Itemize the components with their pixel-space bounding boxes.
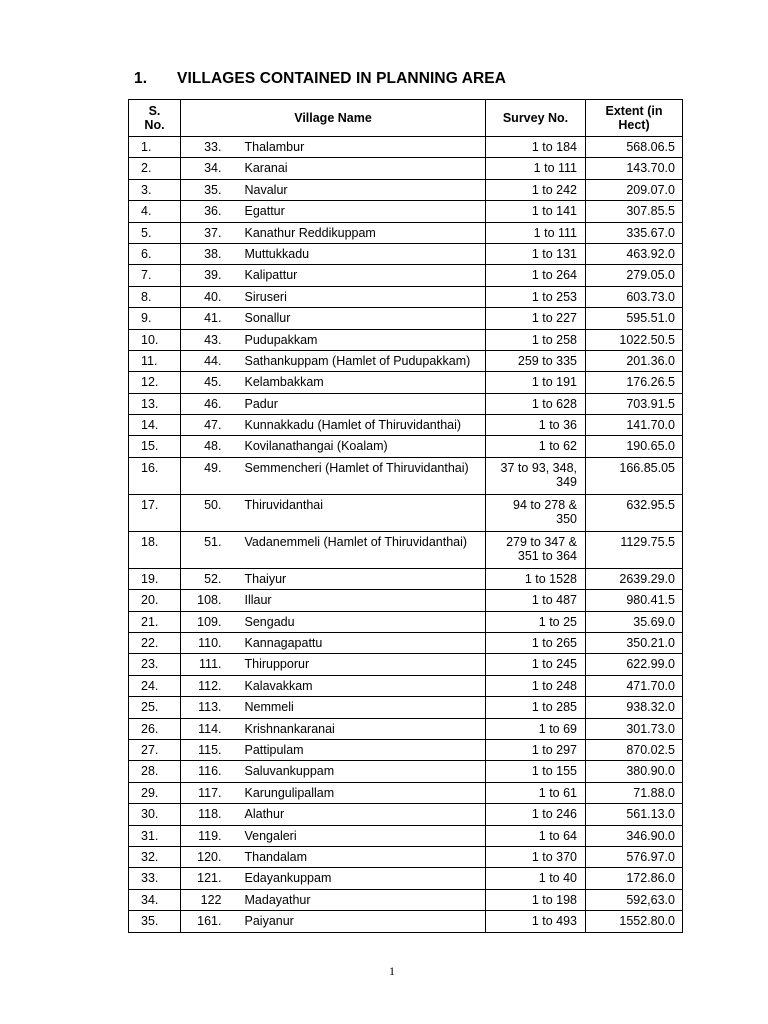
sno-cell: 27. [129, 739, 181, 760]
sno-cell: 10. [129, 329, 181, 350]
table-row [129, 457, 683, 494]
extent-cell: 190.65.0 [586, 436, 683, 457]
survey-no-cell: 1 to 628 [486, 393, 586, 414]
village-number-cell: 52. [181, 568, 236, 589]
village-name-cell: Illaur [236, 590, 486, 611]
extent-cell: 35.69.0 [586, 611, 683, 632]
village-name-cell: Kannagapattu [236, 633, 486, 654]
villages-table [128, 99, 683, 933]
extent-cell: 380.90.0 [586, 761, 683, 782]
village-name-cell: Muttukkadu [236, 243, 486, 264]
extent-cell: 870.02.5 [586, 739, 683, 760]
village-name-cell: Saluvankuppam [236, 761, 486, 782]
section-number: 1. [134, 70, 148, 87]
table-row [129, 846, 683, 867]
village-number-cell: 112. [181, 675, 236, 696]
survey-no-cell: 259 to 335 [486, 350, 586, 371]
village-number-cell: 37. [181, 222, 236, 243]
survey-no-cell: 279 to 347 & 351 to 364 [486, 531, 586, 568]
village-name-cell: Karungulipallam [236, 782, 486, 803]
village-name-cell: Sathankuppam (Hamlet of Pudupakkam) [236, 350, 486, 371]
extent-cell: 561.13.0 [586, 804, 683, 825]
sno-cell: 8. [129, 286, 181, 307]
village-number-cell: 47. [181, 415, 236, 436]
sno-cell: 3. [129, 179, 181, 200]
village-name-cell: Navalur [236, 179, 486, 200]
survey-no-cell: 1 to 141 [486, 201, 586, 222]
sno-cell: 28. [129, 761, 181, 782]
village-name-cell: Thalambur [236, 137, 486, 158]
table-row [129, 761, 683, 782]
table-row [129, 372, 683, 393]
extent-cell: 201.36.0 [586, 350, 683, 371]
header-sno: S. No. [129, 100, 181, 137]
village-name-cell: Thirupporur [236, 654, 486, 675]
table-row [129, 350, 683, 371]
table-row [129, 911, 683, 932]
table-row [129, 568, 683, 589]
extent-cell: 980.41.5 [586, 590, 683, 611]
survey-no-cell: 1 to 198 [486, 889, 586, 910]
village-name-cell: Egattur [236, 201, 486, 222]
sno-cell: 33. [129, 868, 181, 889]
table-row [129, 611, 683, 632]
village-name-cell: Padur [236, 393, 486, 414]
survey-no-cell: 1 to 69 [486, 718, 586, 739]
sno-cell: 30. [129, 804, 181, 825]
survey-no-cell: 1 to 184 [486, 137, 586, 158]
table-row [129, 436, 683, 457]
village-number-cell: 117. [181, 782, 236, 803]
village-number-cell: 33. [181, 137, 236, 158]
section-title: VILLAGES CONTAINED IN PLANNING AREA [177, 70, 507, 87]
village-name-cell: Kovilanathangai (Koalam) [236, 436, 486, 457]
village-number-cell: 38. [181, 243, 236, 264]
village-number-cell: 49. [181, 457, 236, 494]
table-row [129, 494, 683, 531]
village-name-cell: Nemmeli [236, 697, 486, 718]
page-number: 1 [389, 964, 395, 978]
village-name-cell: Paiyanur [236, 911, 486, 932]
table-row [129, 179, 683, 200]
survey-no-cell: 1 to 111 [486, 222, 586, 243]
sno-cell: 22. [129, 633, 181, 654]
survey-no-cell: 1 to 248 [486, 675, 586, 696]
sno-cell: 23. [129, 654, 181, 675]
village-number-cell: 161. [181, 911, 236, 932]
sno-cell: 31. [129, 825, 181, 846]
sno-cell: 21. [129, 611, 181, 632]
table-row [129, 265, 683, 286]
table-row [129, 675, 683, 696]
sno-cell: 26. [129, 718, 181, 739]
extent-cell: 166.85.05 [586, 457, 683, 494]
sno-cell: 16. [129, 457, 181, 494]
sno-cell: 5. [129, 222, 181, 243]
table-row [129, 739, 683, 760]
village-number-cell: 109. [181, 611, 236, 632]
survey-no-cell: 1 to 253 [486, 286, 586, 307]
extent-cell: 592,63.0 [586, 889, 683, 910]
village-name-cell: Thandalam [236, 846, 486, 867]
sno-cell: 14. [129, 415, 181, 436]
extent-cell: 632.95.5 [586, 494, 683, 531]
sno-cell: 18. [129, 531, 181, 568]
table-body [129, 137, 683, 933]
table-row [129, 782, 683, 803]
section-heading [134, 70, 506, 88]
extent-cell: 2639.29.0 [586, 568, 683, 589]
sno-cell: 15. [129, 436, 181, 457]
village-name-cell: Alathur [236, 804, 486, 825]
village-number-cell: 118. [181, 804, 236, 825]
sno-cell: 25. [129, 697, 181, 718]
village-number-cell: 115. [181, 739, 236, 760]
table-row [129, 243, 683, 264]
sno-cell: 4. [129, 201, 181, 222]
header-village-name: Village Name [181, 100, 486, 137]
extent-cell: 176.26.5 [586, 372, 683, 393]
extent-cell: 172.86.0 [586, 868, 683, 889]
table-row [129, 415, 683, 436]
table-header-row [129, 100, 683, 137]
village-name-cell: Pattipulam [236, 739, 486, 760]
village-number-cell: 119. [181, 825, 236, 846]
village-name-cell: Madayathur [236, 889, 486, 910]
sno-cell: 9. [129, 308, 181, 329]
extent-cell: 938.32.0 [586, 697, 683, 718]
survey-no-cell: 1 to 1528 [486, 568, 586, 589]
survey-no-cell: 37 to 93, 348, 349 [486, 457, 586, 494]
sno-cell: 32. [129, 846, 181, 867]
survey-no-cell: 1 to 258 [486, 329, 586, 350]
table-row [129, 697, 683, 718]
village-number-cell: 51. [181, 531, 236, 568]
extent-cell: 1552.80.0 [586, 911, 683, 932]
table-row [129, 201, 683, 222]
village-name-cell: Vadanemmeli (Hamlet of Thiruvidanthai) [236, 531, 486, 568]
survey-no-cell: 1 to 111 [486, 158, 586, 179]
table-row [129, 889, 683, 910]
survey-no-cell: 1 to 62 [486, 436, 586, 457]
extent-cell: 1129.75.5 [586, 531, 683, 568]
table-row [129, 531, 683, 568]
sno-cell: 11. [129, 350, 181, 371]
village-name-cell: Kalavakkam [236, 675, 486, 696]
survey-no-cell: 1 to 245 [486, 654, 586, 675]
survey-no-cell: 1 to 242 [486, 179, 586, 200]
village-name-cell: Kanathur Reddikuppam [236, 222, 486, 243]
village-number-cell: 46. [181, 393, 236, 414]
extent-cell: 71.88.0 [586, 782, 683, 803]
sno-cell: 29. [129, 782, 181, 803]
extent-cell: 703.91.5 [586, 393, 683, 414]
table-row [129, 868, 683, 889]
village-number-cell: 39. [181, 265, 236, 286]
survey-no-cell: 1 to 64 [486, 825, 586, 846]
village-name-cell: Sengadu [236, 611, 486, 632]
village-number-cell: 45. [181, 372, 236, 393]
table-row [129, 804, 683, 825]
village-number-cell: 34. [181, 158, 236, 179]
village-name-cell: Vengaleri [236, 825, 486, 846]
survey-no-cell: 1 to 155 [486, 761, 586, 782]
extent-cell: 143.70.0 [586, 158, 683, 179]
extent-cell: 622.99.0 [586, 654, 683, 675]
extent-cell: 346.90.0 [586, 825, 683, 846]
village-number-cell: 108. [181, 590, 236, 611]
table-row [129, 137, 683, 158]
table-row [129, 825, 683, 846]
table-row [129, 222, 683, 243]
sno-cell: 13. [129, 393, 181, 414]
extent-cell: 463.92.0 [586, 243, 683, 264]
survey-no-cell: 1 to 36 [486, 415, 586, 436]
survey-no-cell: 1 to 487 [486, 590, 586, 611]
table-row [129, 590, 683, 611]
village-number-cell: 35. [181, 179, 236, 200]
village-name-cell: Thaiyur [236, 568, 486, 589]
extent-cell: 301.73.0 [586, 718, 683, 739]
extent-cell: 141.70.0 [586, 415, 683, 436]
table-row [129, 633, 683, 654]
table-row [129, 286, 683, 307]
village-name-cell: Thiruvidanthai [236, 494, 486, 531]
extent-cell: 335.67.0 [586, 222, 683, 243]
village-name-cell: Kunnakkadu (Hamlet of Thiruvidanthai) [236, 415, 486, 436]
village-name-cell: Semmencheri (Hamlet of Thiruvidanthai) [236, 457, 486, 494]
survey-no-cell: 1 to 285 [486, 697, 586, 718]
sno-cell: 34. [129, 889, 181, 910]
extent-cell: 209.07.0 [586, 179, 683, 200]
survey-no-cell: 1 to 265 [486, 633, 586, 654]
table-row [129, 393, 683, 414]
table-row [129, 718, 683, 739]
sno-cell: 24. [129, 675, 181, 696]
village-number-cell: 40. [181, 286, 236, 307]
village-name-cell: Siruseri [236, 286, 486, 307]
survey-no-cell: 1 to 61 [486, 782, 586, 803]
header-extent: Extent (in Hect) [586, 100, 683, 137]
extent-cell: 1022.50.5 [586, 329, 683, 350]
village-number-cell: 110. [181, 633, 236, 654]
village-number-cell: 116. [181, 761, 236, 782]
village-number-cell: 48. [181, 436, 236, 457]
sno-cell: 6. [129, 243, 181, 264]
table-row [129, 158, 683, 179]
extent-cell: 595.51.0 [586, 308, 683, 329]
extent-cell: 471.70.0 [586, 675, 683, 696]
village-number-cell: 44. [181, 350, 236, 371]
extent-cell: 279.05.0 [586, 265, 683, 286]
village-number-cell: 43. [181, 329, 236, 350]
village-number-cell: 114. [181, 718, 236, 739]
village-name-cell: Kalipattur [236, 265, 486, 286]
survey-no-cell: 1 to 227 [486, 308, 586, 329]
sno-cell: 1. [129, 137, 181, 158]
village-number-cell: 120. [181, 846, 236, 867]
extent-cell: 307.85.5 [586, 201, 683, 222]
village-name-cell: Sonallur [236, 308, 486, 329]
sno-cell: 7. [129, 265, 181, 286]
village-number-cell: 111. [181, 654, 236, 675]
header-survey-no: Survey No. [486, 100, 586, 137]
survey-no-cell: 1 to 40 [486, 868, 586, 889]
table-row [129, 308, 683, 329]
extent-cell: 568.06.5 [586, 137, 683, 158]
survey-no-cell: 1 to 264 [486, 265, 586, 286]
survey-no-cell: 1 to 493 [486, 911, 586, 932]
sno-cell: 12. [129, 372, 181, 393]
village-number-cell: 41. [181, 308, 236, 329]
table-row [129, 329, 683, 350]
sno-cell: 20. [129, 590, 181, 611]
survey-no-cell: 1 to 25 [486, 611, 586, 632]
village-name-cell: Edayankuppam [236, 868, 486, 889]
survey-no-cell: 1 to 246 [486, 804, 586, 825]
village-number-cell: 50. [181, 494, 236, 531]
table-row [129, 654, 683, 675]
extent-cell: 350.21.0 [586, 633, 683, 654]
survey-no-cell: 94 to 278 & 350 [486, 494, 586, 531]
extent-cell: 603.73.0 [586, 286, 683, 307]
sno-cell: 2. [129, 158, 181, 179]
survey-no-cell: 1 to 131 [486, 243, 586, 264]
extent-cell: 576.97.0 [586, 846, 683, 867]
sno-cell: 19. [129, 568, 181, 589]
village-name-cell: Pudupakkam [236, 329, 486, 350]
village-number-cell: 121. [181, 868, 236, 889]
village-name-cell: Karanai [236, 158, 486, 179]
village-number-cell: 122 [181, 889, 236, 910]
survey-no-cell: 1 to 370 [486, 846, 586, 867]
village-name-cell: Krishnankaranai [236, 718, 486, 739]
village-number-cell: 113. [181, 697, 236, 718]
survey-no-cell: 1 to 297 [486, 739, 586, 760]
village-name-cell: Kelambakkam [236, 372, 486, 393]
sno-cell: 17. [129, 494, 181, 531]
survey-no-cell: 1 to 191 [486, 372, 586, 393]
sno-cell: 35. [129, 911, 181, 932]
village-number-cell: 36. [181, 201, 236, 222]
